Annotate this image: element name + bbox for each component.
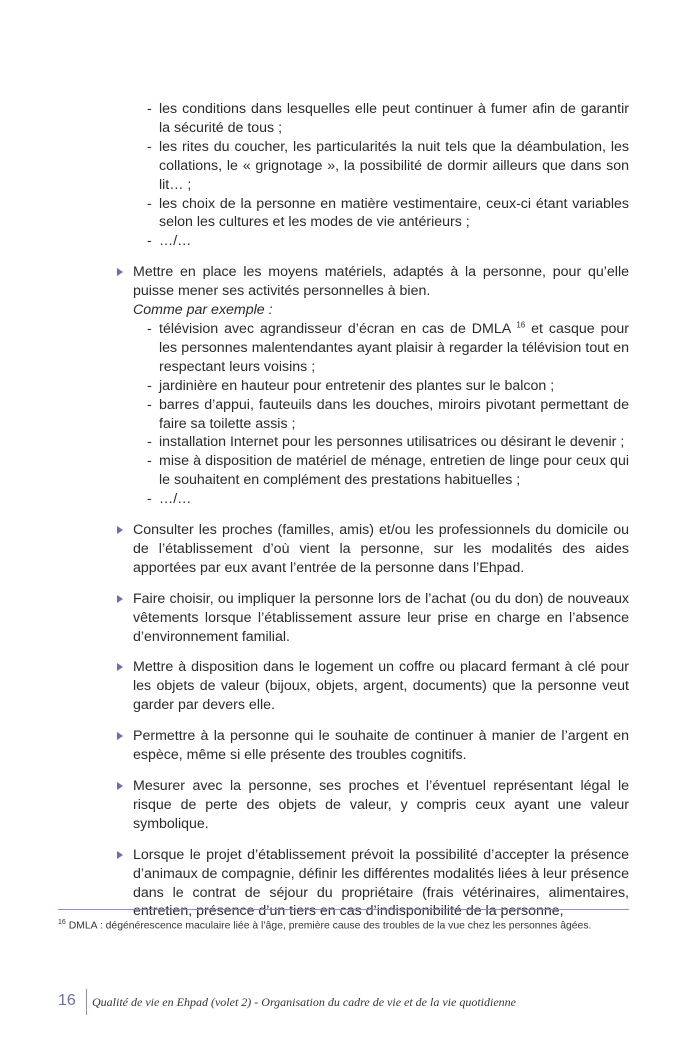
- bullet-text: Lorsque le projet d’établissement prévoit la possibilité d’accepter la présence d’animaux de compagnie, définir les différentes modalités liées à leur présence dans le contrat de séjour du propriétaire (frais vétérinaires, alimentaires, entretien, présence d’un tiers en cas d’indisponibilité de la personne,: [133, 846, 629, 920]
- list-item: - installation Internet pour les personnes utilisatrices ou désirant le devenir ;: [147, 433, 629, 452]
- list-item: [147, 320, 629, 377]
- bullet-text: Permettre à la personne qui le souhaite de continuer à manier de l’argent en espèce, même si elle présente des troubles cognitifs.: [133, 728, 629, 764]
- footnote-mark: 16: [58, 919, 66, 926]
- list-item: - les conditions dans lesquelles elle peut continuer à fumer afin de garantir la sécurité de tous ;: [147, 100, 629, 138]
- list-item-text: télévision avec agrandisseur d’écran en cas de DMLA: [159, 320, 511, 337]
- bullet-text: Mettre à disposition dans le logement un coffre ou placard fermant à clé pour les objets de valeur (bijoux, objets, argent, documents) que la personne veut garder par devers elle.: [133, 659, 629, 714]
- bullet-text: Consulter les proches (familles, amis) et/ou les professionnels du domicile ou de l’établissement d’où vient la personne, sur les modalités des aides apportées par eux avant l’entrée de la personne dans l’Ehpad.: [133, 522, 629, 576]
- footer-divider: [86, 989, 87, 1015]
- list-item: - …/…: [147, 490, 629, 509]
- footnote-text: DMLA : dégénérescence maculaire liée à l’âge, première cause des troubles de la vue chez les personnes âgées.: [68, 920, 592, 932]
- bullet-text: Mesurer avec la personne, ses proches et l’éventuel représentant légal le risque de perte des objets de valeur, y compris ceux ayant une valeur symbolique.: [133, 778, 629, 832]
- triangle-bullet-icon: [117, 851, 123, 859]
- list-item: - barres d’appui, fauteuils dans les douches, miroirs pivotant permettant de faire sa toilette assis ;: [147, 396, 629, 434]
- bullet-item: [117, 846, 629, 922]
- example-label: Comme par exemple :: [133, 302, 273, 319]
- triangle-bullet-icon: [117, 595, 123, 603]
- bullet-text: Faire choisir, ou impliquer la personne lors de l’achat (ou du don) de nouveaux vêtements lorsque l’établissement assure leur prise en charge en l’absence d’environnement familial.: [133, 590, 629, 645]
- top-sublist: [117, 100, 629, 251]
- example-sublist: [133, 320, 629, 509]
- bullet-item: [117, 658, 629, 715]
- bullet-item-materiel: [117, 263, 629, 509]
- running-footer-title: Qualité de vie en Ehpad (volet 2) - Organisation du cadre de vie et de la vie quotidienne: [92, 995, 516, 1009]
- bullet-item: [117, 727, 629, 765]
- list-item-text: et casque pour les personnes malentendantes ayant plaisir à regarder la télévision tout en respectant leurs voisins ;: [159, 320, 629, 375]
- triangle-bullet-icon: [117, 268, 123, 276]
- list-item: - jardinière en hauteur pour entretenir des plantes sur le balcon ;: [147, 377, 629, 396]
- triangle-bullet-icon: [117, 663, 123, 671]
- list-item: - …/…: [147, 232, 629, 251]
- footnote-divider: [58, 909, 629, 910]
- bullet-item: [117, 590, 629, 647]
- list-item: - les rites du coucher, les particularités la nuit tels que la déambulation, les collations, le « grignotage », la possibilité de dormir ailleurs que dans son lit… ;: [147, 138, 629, 195]
- page-number: 16: [58, 992, 76, 1009]
- list-item: - mise à disposition de matériel de ménage, entretien de linge pour ceux qui le souhaitent en complément des prestations habituelles ;: [147, 452, 629, 490]
- bullet-text: Mettre en place les moyens matériels, adaptés à la personne, pour qu’elle puisse mener ses activités personnelles à bien.: [133, 264, 629, 300]
- bullet-list: [117, 263, 629, 921]
- footnote-ref[interactable]: 16: [516, 320, 526, 330]
- triangle-bullet-icon: [117, 732, 123, 740]
- triangle-bullet-icon: [117, 526, 123, 534]
- bullet-item: [117, 777, 629, 834]
- main-content: [117, 100, 629, 933]
- triangle-bullet-icon: [117, 782, 123, 790]
- bullet-item: [117, 521, 629, 578]
- list-item: - les choix de la personne en matière vestimentaire, ceux-ci étant variables selon les cultures et les modes de vie antérieurs ;: [147, 195, 629, 233]
- footnote: [58, 919, 638, 931]
